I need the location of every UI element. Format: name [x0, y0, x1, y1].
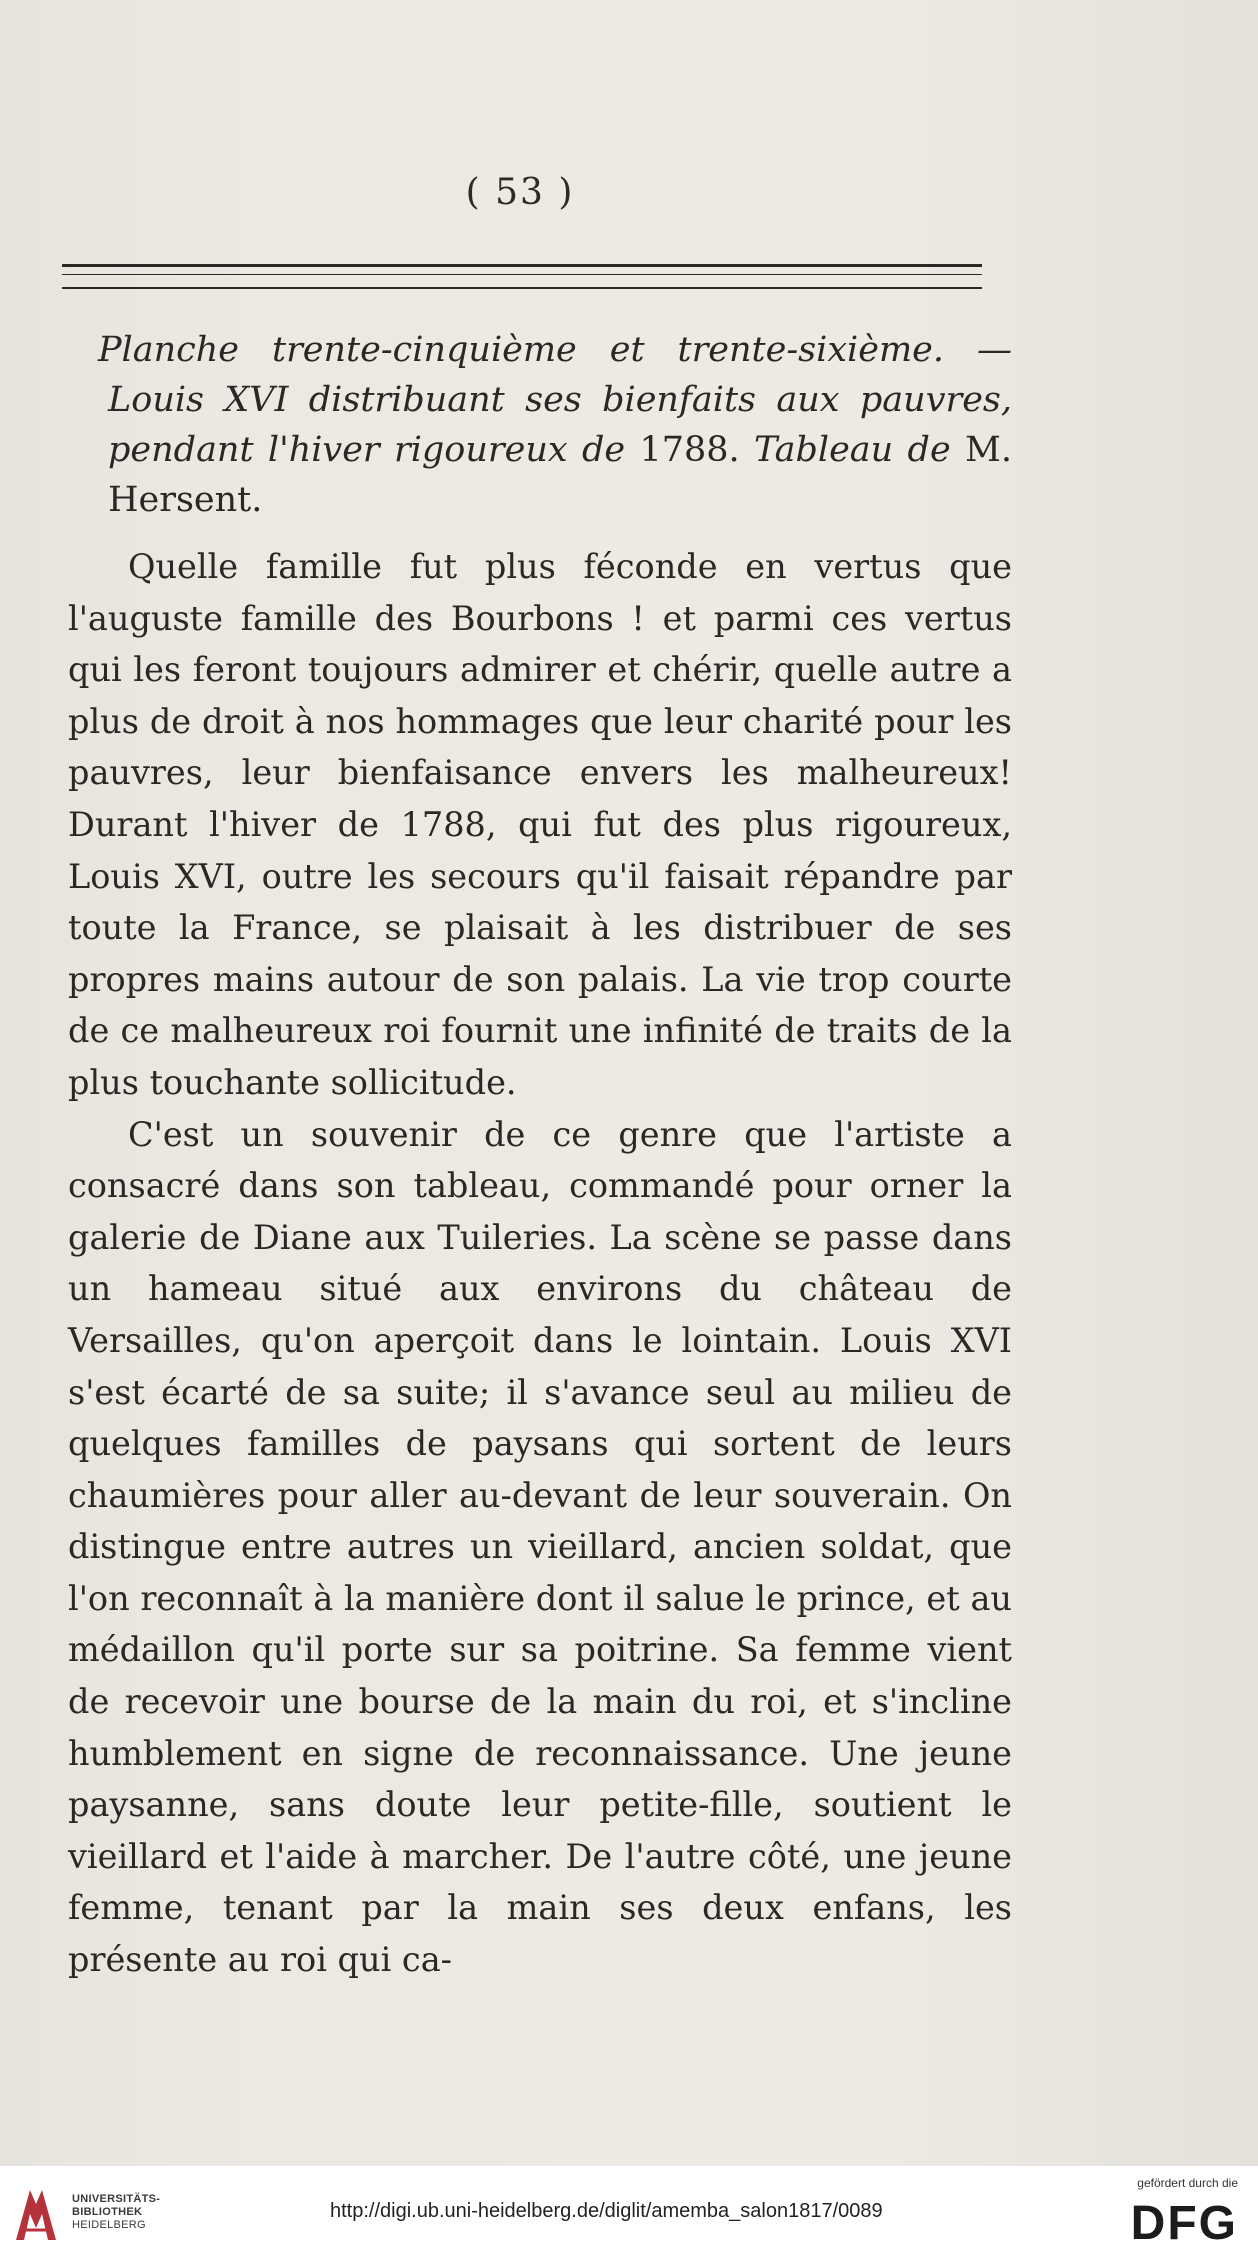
library-line-1: UNIVERSITÄTS-	[72, 2193, 161, 2205]
page-number: ( 53 )	[465, 172, 575, 213]
caption-title: Planche trente-cinquième et trente-sixième. — Louis XVI distribuant ses bienfaits aux pauvres, pendant l'hiver rigoureux de	[98, 330, 1012, 470]
library-line-3: HEIDELBERG	[72, 2219, 146, 2231]
paragraph-2: C'est un souvenir de ce genre que l'artiste a consacré dans son tableau, commandé pour orner la galerie de Diane aux Tuileries. La scène se passe dans un hameau situé aux environs du château de Versailles, qu'on aperçoit dans le lointain. Louis XVI s'est écarté de sa suite; il s'avance seul au milieu de quelques familles de paysans qui sortent de leurs chaumières pour aller au-devant de leur souverain. On distingue entre autres un vieillard, ancien soldat, que l'on reconnaît à la manière dont il salue le prince, et au médaillon qu'il porte sur sa poitrine. Sa femme vient de recevoir une bourse de la main du roi, et s'incline humblement en signe de reconnaissance. Une jeune paysanne, sans doute leur petite-fille, soutient le vieillard et l'aide à marcher. De l'autre côté, une jeune femme, tenant par la main ses deux enfans, les présente au roi qui ca-	[68, 1114, 1012, 1980]
header-rule-thin	[62, 274, 982, 275]
dfg-logo: DFG	[1130, 2197, 1238, 2250]
library-line-2: BIBLIOTHEK	[72, 2206, 143, 2218]
footer-bar	[0, 2166, 1258, 2261]
caption-year: 1788.	[639, 430, 740, 470]
university-library-logo-icon	[10, 2180, 62, 2246]
caption-author: M. Hersent.	[108, 430, 1012, 520]
plate-caption	[68, 325, 1012, 525]
permalink-url[interactable]: http://digi.ub.uni-heidelberg.de/diglit/amemba_salon1817/0089	[330, 2200, 883, 2222]
paragraph-1: Quelle famille fut plus féconde en vertus que l'auguste famille des Bourbons ! et parmi ces vertus qui les feront toujours admirer et chérir, quelle autre a plus de droit à nos hommages que leur charité pour les pauvres, leur bienfaisance envers les malheureux! Durant l'hiver de 1788, qui fut des plus rigoureux, Louis XVI, outre les secours qu'il faisait répandre par toute la France, se plaisait à les distribuer de ses propres mains autour de son palais. La vie trop courte de ce malheureux roi fournit une infinité de traits de la plus touchante sollicitude.	[68, 547, 1012, 1102]
caption-tableau: Tableau de	[754, 430, 951, 470]
header-rule-thick	[62, 264, 982, 267]
library-name	[72, 2193, 160, 2232]
text-block	[68, 325, 1012, 1986]
header-rule-bottom	[62, 287, 982, 289]
funding-label: gefördert durch die	[1137, 2176, 1238, 2190]
